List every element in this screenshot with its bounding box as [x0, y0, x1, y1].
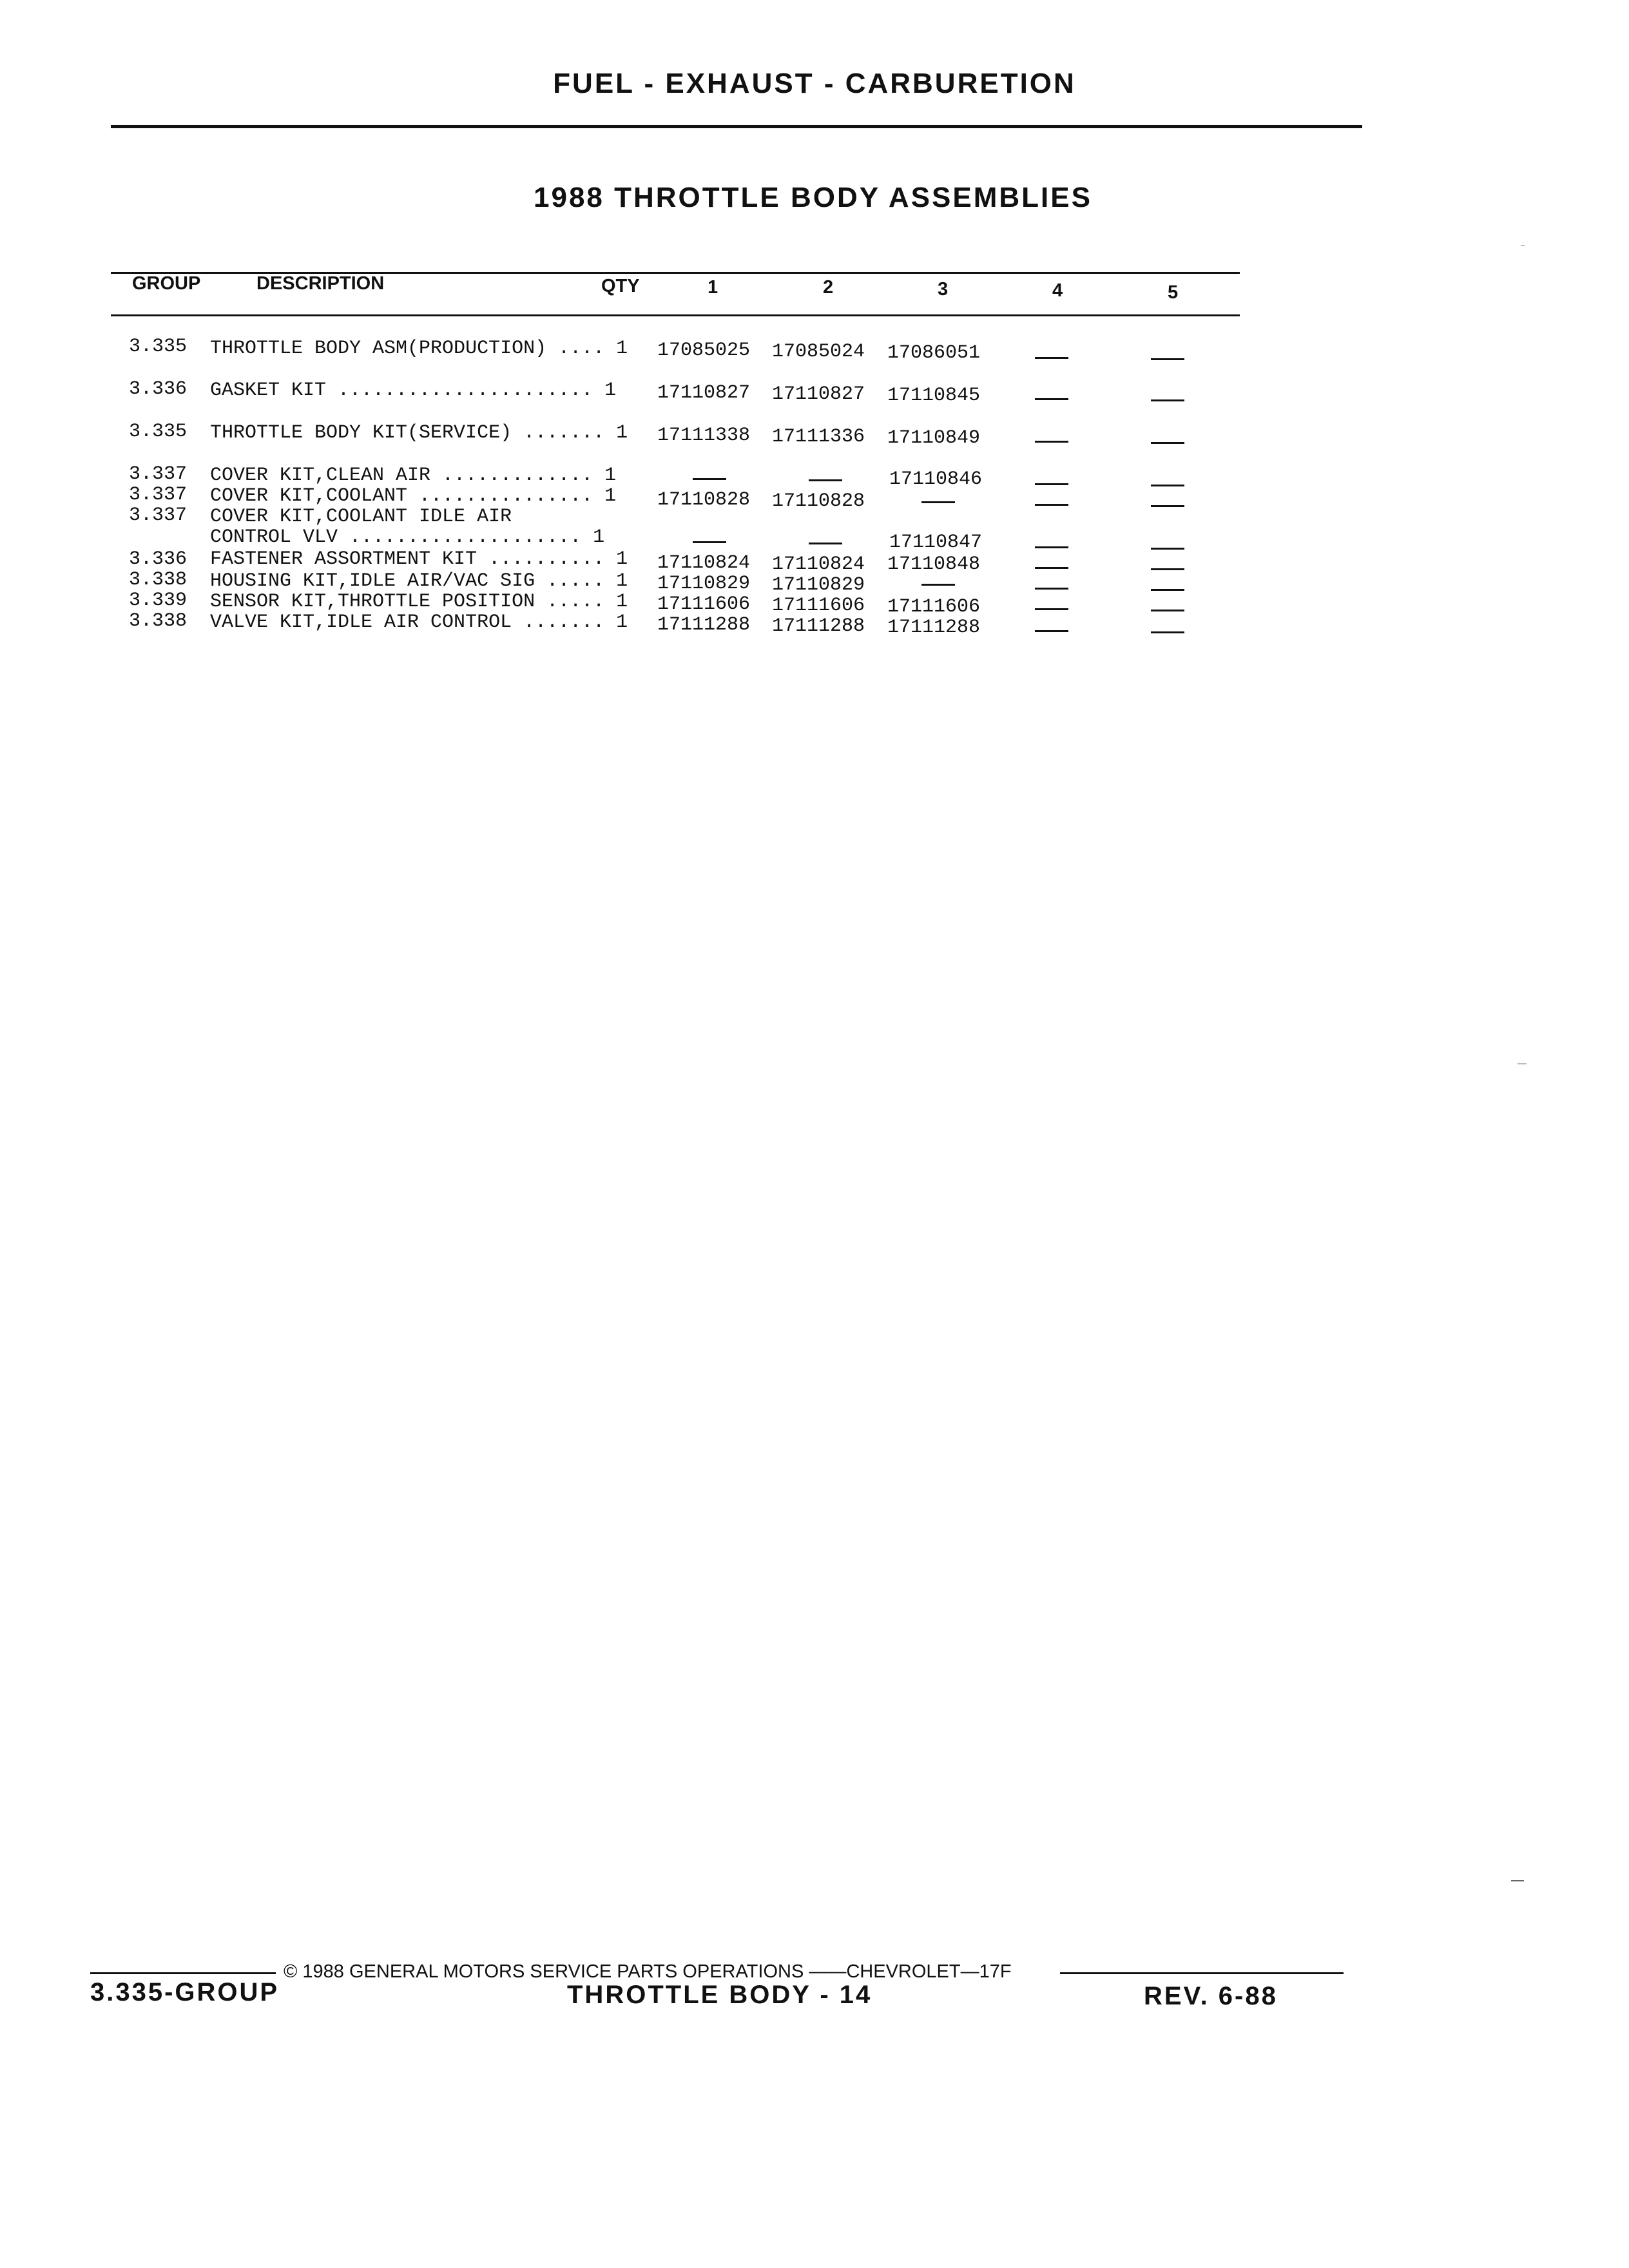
description-cell: GASKET KIT ...................... 1 — [210, 380, 617, 401]
column-header-description: DESCRIPTION — [256, 273, 385, 294]
not-applicable-dash — [693, 541, 726, 543]
description-cell: CONTROL VLV .................... 1 — [210, 526, 605, 548]
scan-speck — [1511, 1880, 1524, 1881]
not-applicable-dash — [1035, 398, 1068, 400]
footer-revision: REV. 6-88 — [1144, 1982, 1278, 2010]
scan-speck — [1518, 1063, 1527, 1064]
description-cell: THROTTLE BODY KIT(SERVICE) ....... 1 — [210, 422, 628, 444]
part-number-cell: 17110845 — [887, 385, 981, 407]
part-number-cell: 17085025 — [657, 340, 751, 361]
not-applicable-dash — [1035, 504, 1068, 506]
group-cell: 3.335 — [129, 336, 188, 358]
table-header-rule — [111, 314, 1240, 316]
part-number-cell: 17110828 — [772, 490, 865, 512]
section-title: FUEL - EXHAUST - CARBURETION — [553, 68, 1076, 99]
table-row — [129, 336, 187, 357]
not-applicable-dash — [1151, 505, 1184, 507]
part-number-cell: 17110848 — [887, 553, 981, 575]
group-cell: 3.339 — [129, 590, 188, 611]
column-header-4: 4 — [1052, 280, 1063, 301]
group-cell: 3.336 — [129, 378, 188, 400]
description-cell: THROTTLE BODY ASM(PRODUCTION) .... 1 — [210, 338, 628, 360]
part-number-cell: 17110824 — [772, 553, 865, 575]
scan-speck — [1521, 245, 1525, 246]
not-applicable-dash — [1035, 630, 1068, 632]
description-cell: FASTENER ASSORTMENT KIT .......... 1 — [210, 548, 628, 570]
part-number-cell: 17111606 — [772, 595, 865, 617]
description-cell: HOUSING KIT,IDLE AIR/VAC SIG ..... 1 — [210, 570, 628, 592]
copyright-line: © 1988 GENERAL MOTORS SERVICE PARTS OPERATIONS ——CHEVROLET—17F — [284, 1961, 1012, 1982]
not-applicable-dash — [1035, 608, 1068, 610]
not-applicable-dash — [1151, 358, 1184, 360]
part-number-cell: 17111606 — [887, 596, 981, 618]
not-applicable-dash — [1035, 567, 1068, 569]
part-number-cell: 17111288 — [657, 614, 751, 636]
group-cell: 3.338 — [129, 610, 188, 632]
not-applicable-dash — [1151, 485, 1184, 486]
column-header-2: 2 — [823, 277, 834, 298]
header-divider — [111, 125, 1362, 128]
description-cell: SENSOR KIT,THROTTLE POSITION ..... 1 — [210, 591, 628, 613]
part-number-cell: 17110847 — [889, 532, 983, 553]
group-cell: 3.338 — [129, 569, 188, 591]
not-applicable-dash — [693, 478, 726, 480]
not-applicable-dash — [1035, 483, 1068, 485]
not-applicable-dash — [1035, 357, 1068, 359]
not-applicable-dash — [1035, 441, 1068, 443]
group-cell: 3.337 — [129, 463, 188, 485]
footer-rule-right — [1060, 1972, 1344, 1974]
description-cell: COVER KIT,CLEAN AIR ............. 1 — [210, 465, 617, 486]
not-applicable-dash — [1035, 546, 1068, 548]
group-cell: 3.336 — [129, 548, 188, 570]
part-number-cell: 17111288 — [772, 615, 865, 637]
not-applicable-dash — [1035, 588, 1068, 590]
part-number-cell: 17111606 — [657, 593, 751, 615]
column-header-5: 5 — [1168, 282, 1179, 303]
column-header-3: 3 — [938, 279, 949, 300]
not-applicable-dash — [1151, 442, 1184, 444]
description-cell: VALVE KIT,IDLE AIR CONTROL ....... 1 — [210, 611, 628, 633]
part-number-cell: 17085024 — [772, 341, 865, 363]
description-cell: COVER KIT,COOLANT IDLE AIR — [210, 506, 512, 528]
not-applicable-dash — [1151, 548, 1184, 550]
column-header-qty: QTY — [601, 276, 640, 296]
not-applicable-dash — [921, 501, 955, 503]
part-number-cell: 17110827 — [657, 382, 751, 404]
part-number-cell: 17111288 — [887, 617, 981, 639]
part-number-cell: 17110824 — [657, 552, 751, 574]
group-cell: 3.337 — [129, 484, 188, 506]
not-applicable-dash — [1151, 399, 1184, 401]
column-header-group: GROUP — [132, 273, 201, 294]
not-applicable-dash — [1151, 568, 1184, 570]
part-number-cell: 17110828 — [657, 489, 751, 511]
not-applicable-dash — [1151, 610, 1184, 611]
part-number-cell: 17111338 — [657, 425, 751, 447]
not-applicable-dash — [809, 479, 842, 481]
footer-rule-left — [90, 1972, 276, 1974]
part-number-cell: 17110849 — [887, 427, 981, 449]
part-number-cell: 17086051 — [887, 342, 981, 364]
part-number-cell: 17110829 — [657, 573, 751, 595]
group-cell: 3.335 — [129, 421, 188, 443]
not-applicable-dash — [1151, 589, 1184, 591]
page-title: 1988 THROTTLE BODY ASSEMBLIES — [534, 182, 1092, 213]
column-header-1: 1 — [708, 277, 718, 298]
part-number-cell: 17110827 — [772, 383, 865, 405]
not-applicable-dash — [921, 584, 955, 586]
not-applicable-dash — [809, 543, 842, 544]
part-number-cell: 17110846 — [889, 468, 983, 490]
footer-group: 3.335-GROUP — [90, 1978, 280, 2006]
footer-page-label: THROTTLE BODY - 14 — [567, 1981, 872, 2009]
not-applicable-dash — [1151, 631, 1184, 633]
part-number-cell: 17110829 — [772, 574, 865, 596]
part-number-cell: 17111336 — [772, 426, 865, 448]
group-cell: 3.337 — [129, 505, 188, 526]
description-cell: COVER KIT,COOLANT ............... 1 — [210, 485, 617, 507]
